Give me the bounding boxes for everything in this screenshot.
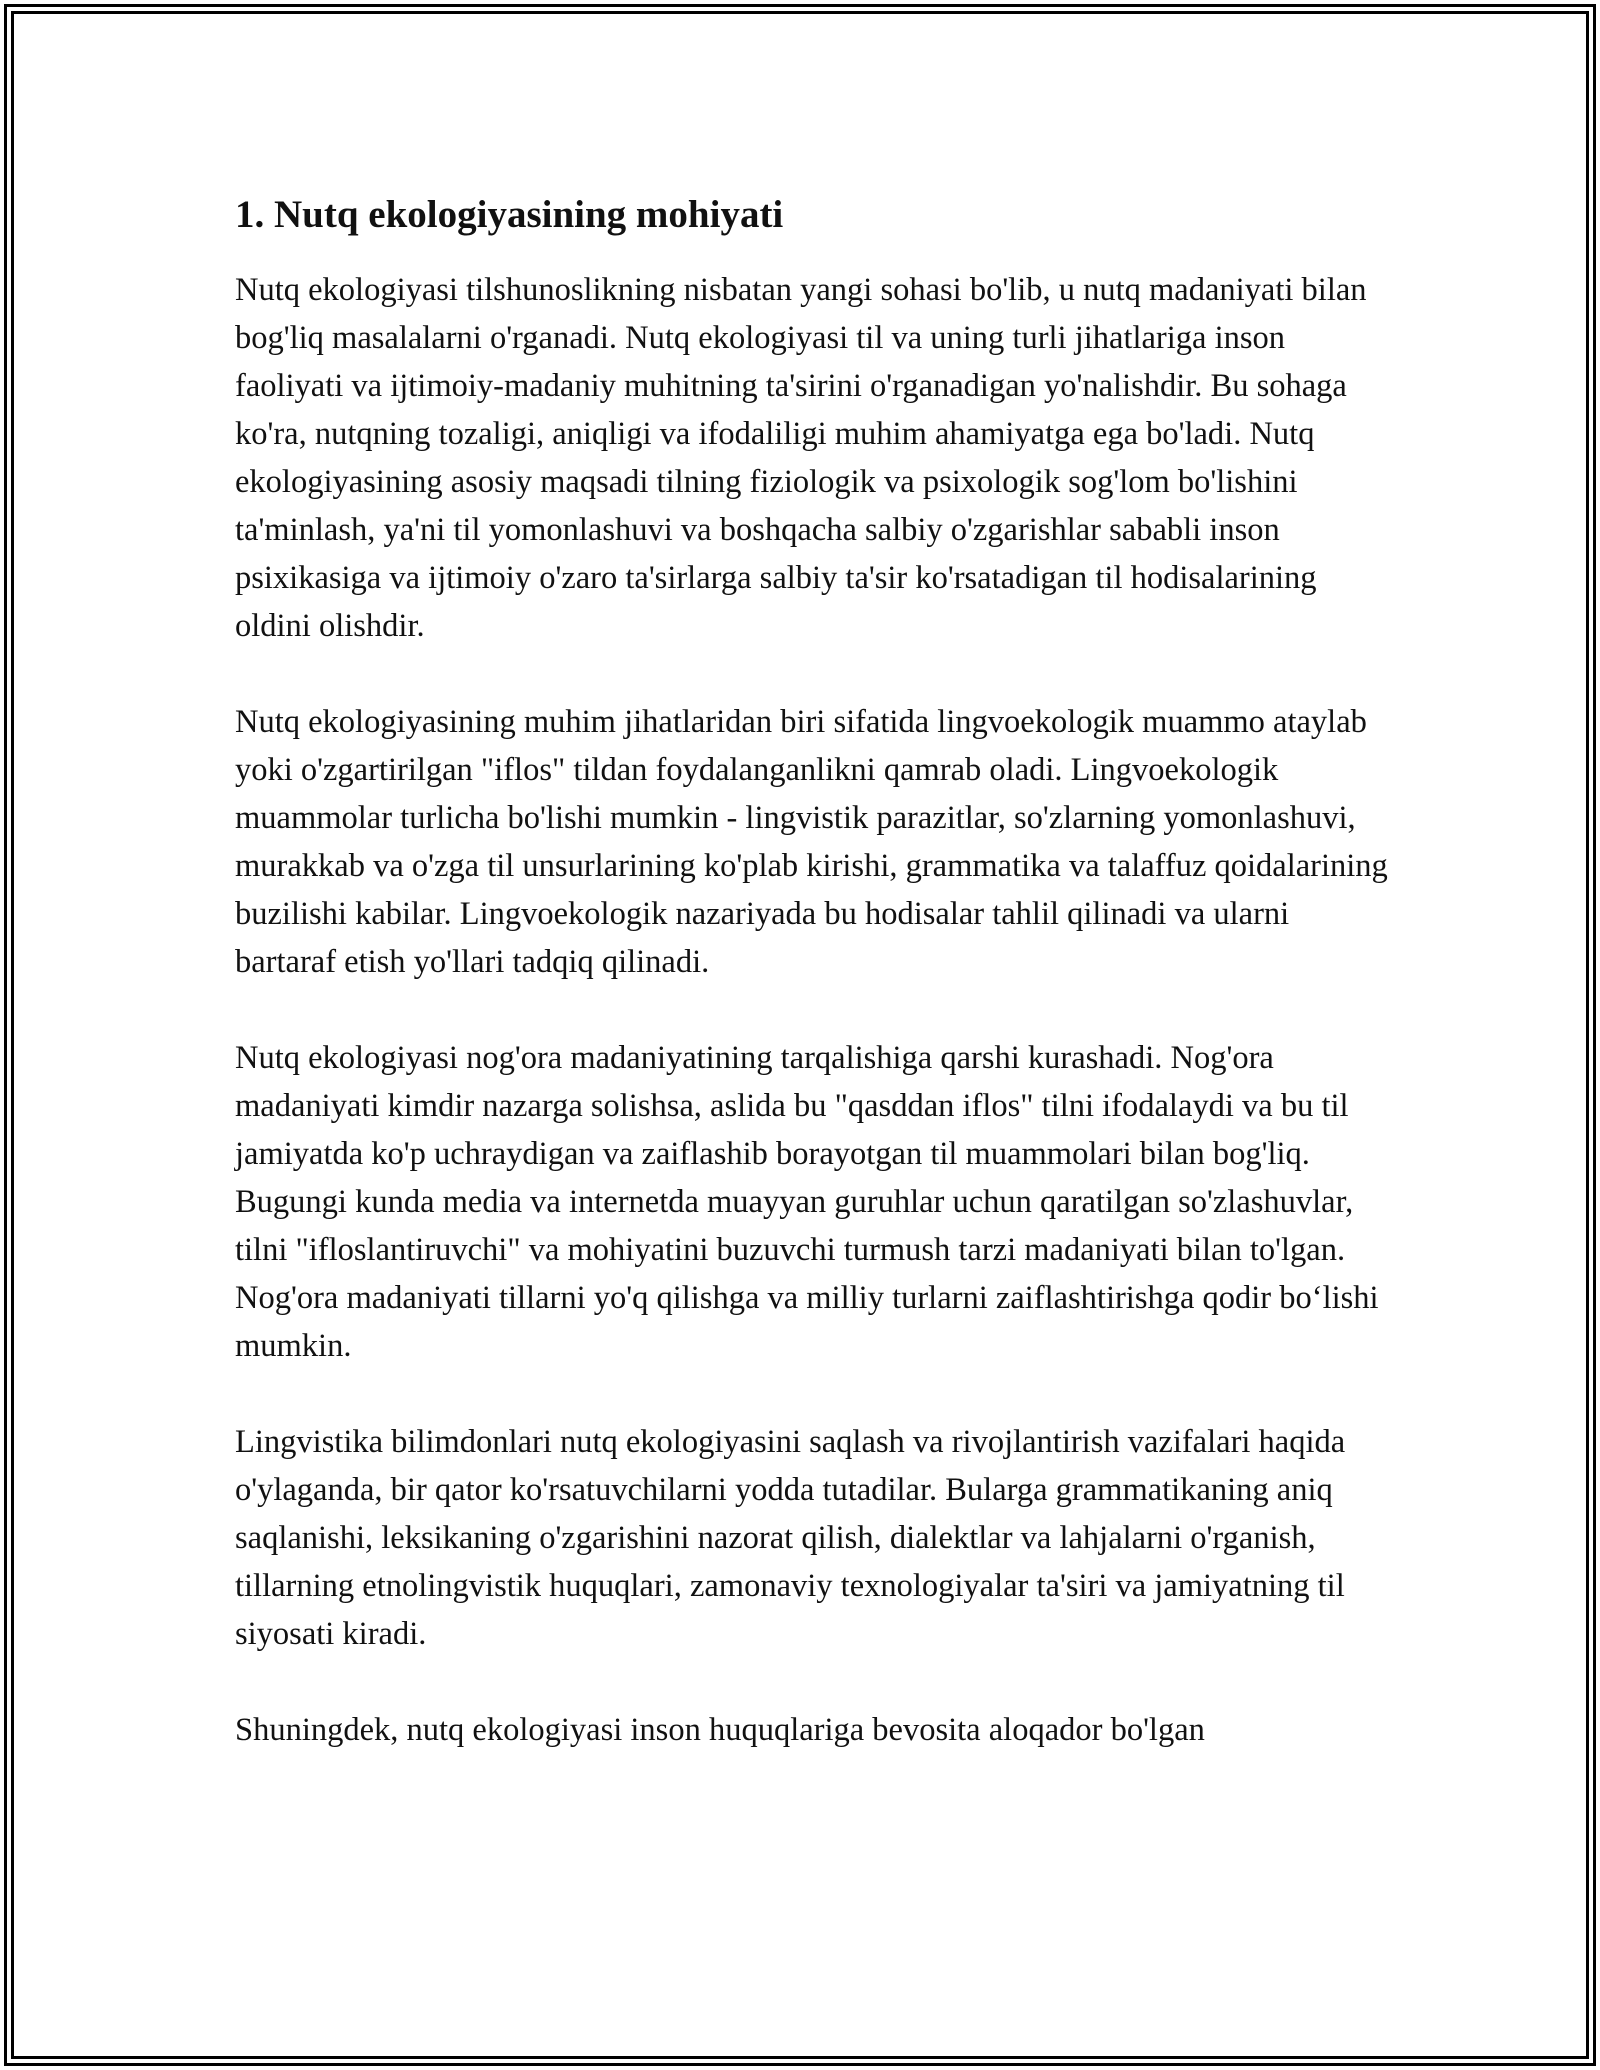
paragraph-1: Nutq ekologiyasi tilshunoslikning nisbatan yangi sohasi bo'lib, u nutq madaniyati bilan bog'liq masalalarni o'rganadi. Nutq ekologiyasi til va uning turli jihatlariga inson faoliyati va ijtimoiy-madaniy muhitning ta'sirini o'rganadigan yo'nalishdir. Bu sohaga ko'ra, nutqning tozaligi, aniqligi va ifodaliligi muhim ahamiyatga ega bo'ladi. Nutq ekologiyasining asosiy maqsadi tilning fiziologik va psixologik sog'lom bo'lishini ta'minlash, ya'ni til yomonlashuvi va boshqacha salbiy o'zgarishlar sababli inson psixikasiga va ijtimoiy o'zaro ta'sirlarga salbiy ta'sir ko'rsatadigan til hodisalarining oldini olishdir. (235, 272, 1367, 644)
paragraph-4: Lingvistika bilimdonlari nutq ekologiyasini saqlash va rivojlantirish vazifalari haqida o'ylaganda, bir qator ko'rsatuvchilarni yodda tutadilar. Bularga grammatikaning aniq saqlanishi, leksikaning o'zgarishini nazorat qilish, dialektlar va lahjalarni o'rganish, tillarning etnolingvistik huquqlari, zamonaviy texnologiyalar ta'siri va jamiyatning til siyosati kiradi. (235, 1424, 1346, 1652)
paragraph-2: Nutq ekologiyasining muhim jihatlaridan biri sifatida lingvoekologik muammo ataylab yoki o'zgartirilgan "iflos" tildan foydalanganlikni qamrab oladi. Lingvoekologik muammolar turlicha bo'lishi mumkin - lingvistik parazitlar, so'zlarning yomonlashuvi, murakkab va o'zga til unsurlarining ko'plab kirishi, grammatika va talaffuz qoidalarining buzilishi kabilar. Lingvoekologik nazariyada bu hodisalar tahlil qilinadi va ularni bartaraf etish yo'llari tadqiq qilinadi. (235, 704, 1388, 980)
paragraph-3: Nutq ekologiyasi nog'ora madaniyatining tarqalishiga qarshi kurashadi. Nog'ora madaniyati kimdir nazarga solishsa, aslida bu "qasddan iflos" tilni ifodalaydi va bu til jamiyatda ko'p uchraydigan va zaiflashib borayotgan til muammolari bilan bog'liq. Bugungi kunda media va internetda muayyan guruhlar uchun qaratilgan so'zlashuvlar, tilni "ifloslantiruvchi" va mohiyatini buzuvchi turmush tarzi madaniyati bilan to'lgan. Nog'ora madaniyati tillarni yo'q qilishga va milliy turlarni zaiflashtirishga qodir bo‘lishi mumkin. (235, 1040, 1379, 1364)
document-body (235, 188, 1395, 1802)
paragraph-5: Shuningdek, nutq ekologiyasi inson huquqlariga bevosita aloqador bo'lgan (235, 1712, 1205, 1748)
section-heading: 1. Nutq ekologiyasining mohiyati (235, 193, 784, 236)
